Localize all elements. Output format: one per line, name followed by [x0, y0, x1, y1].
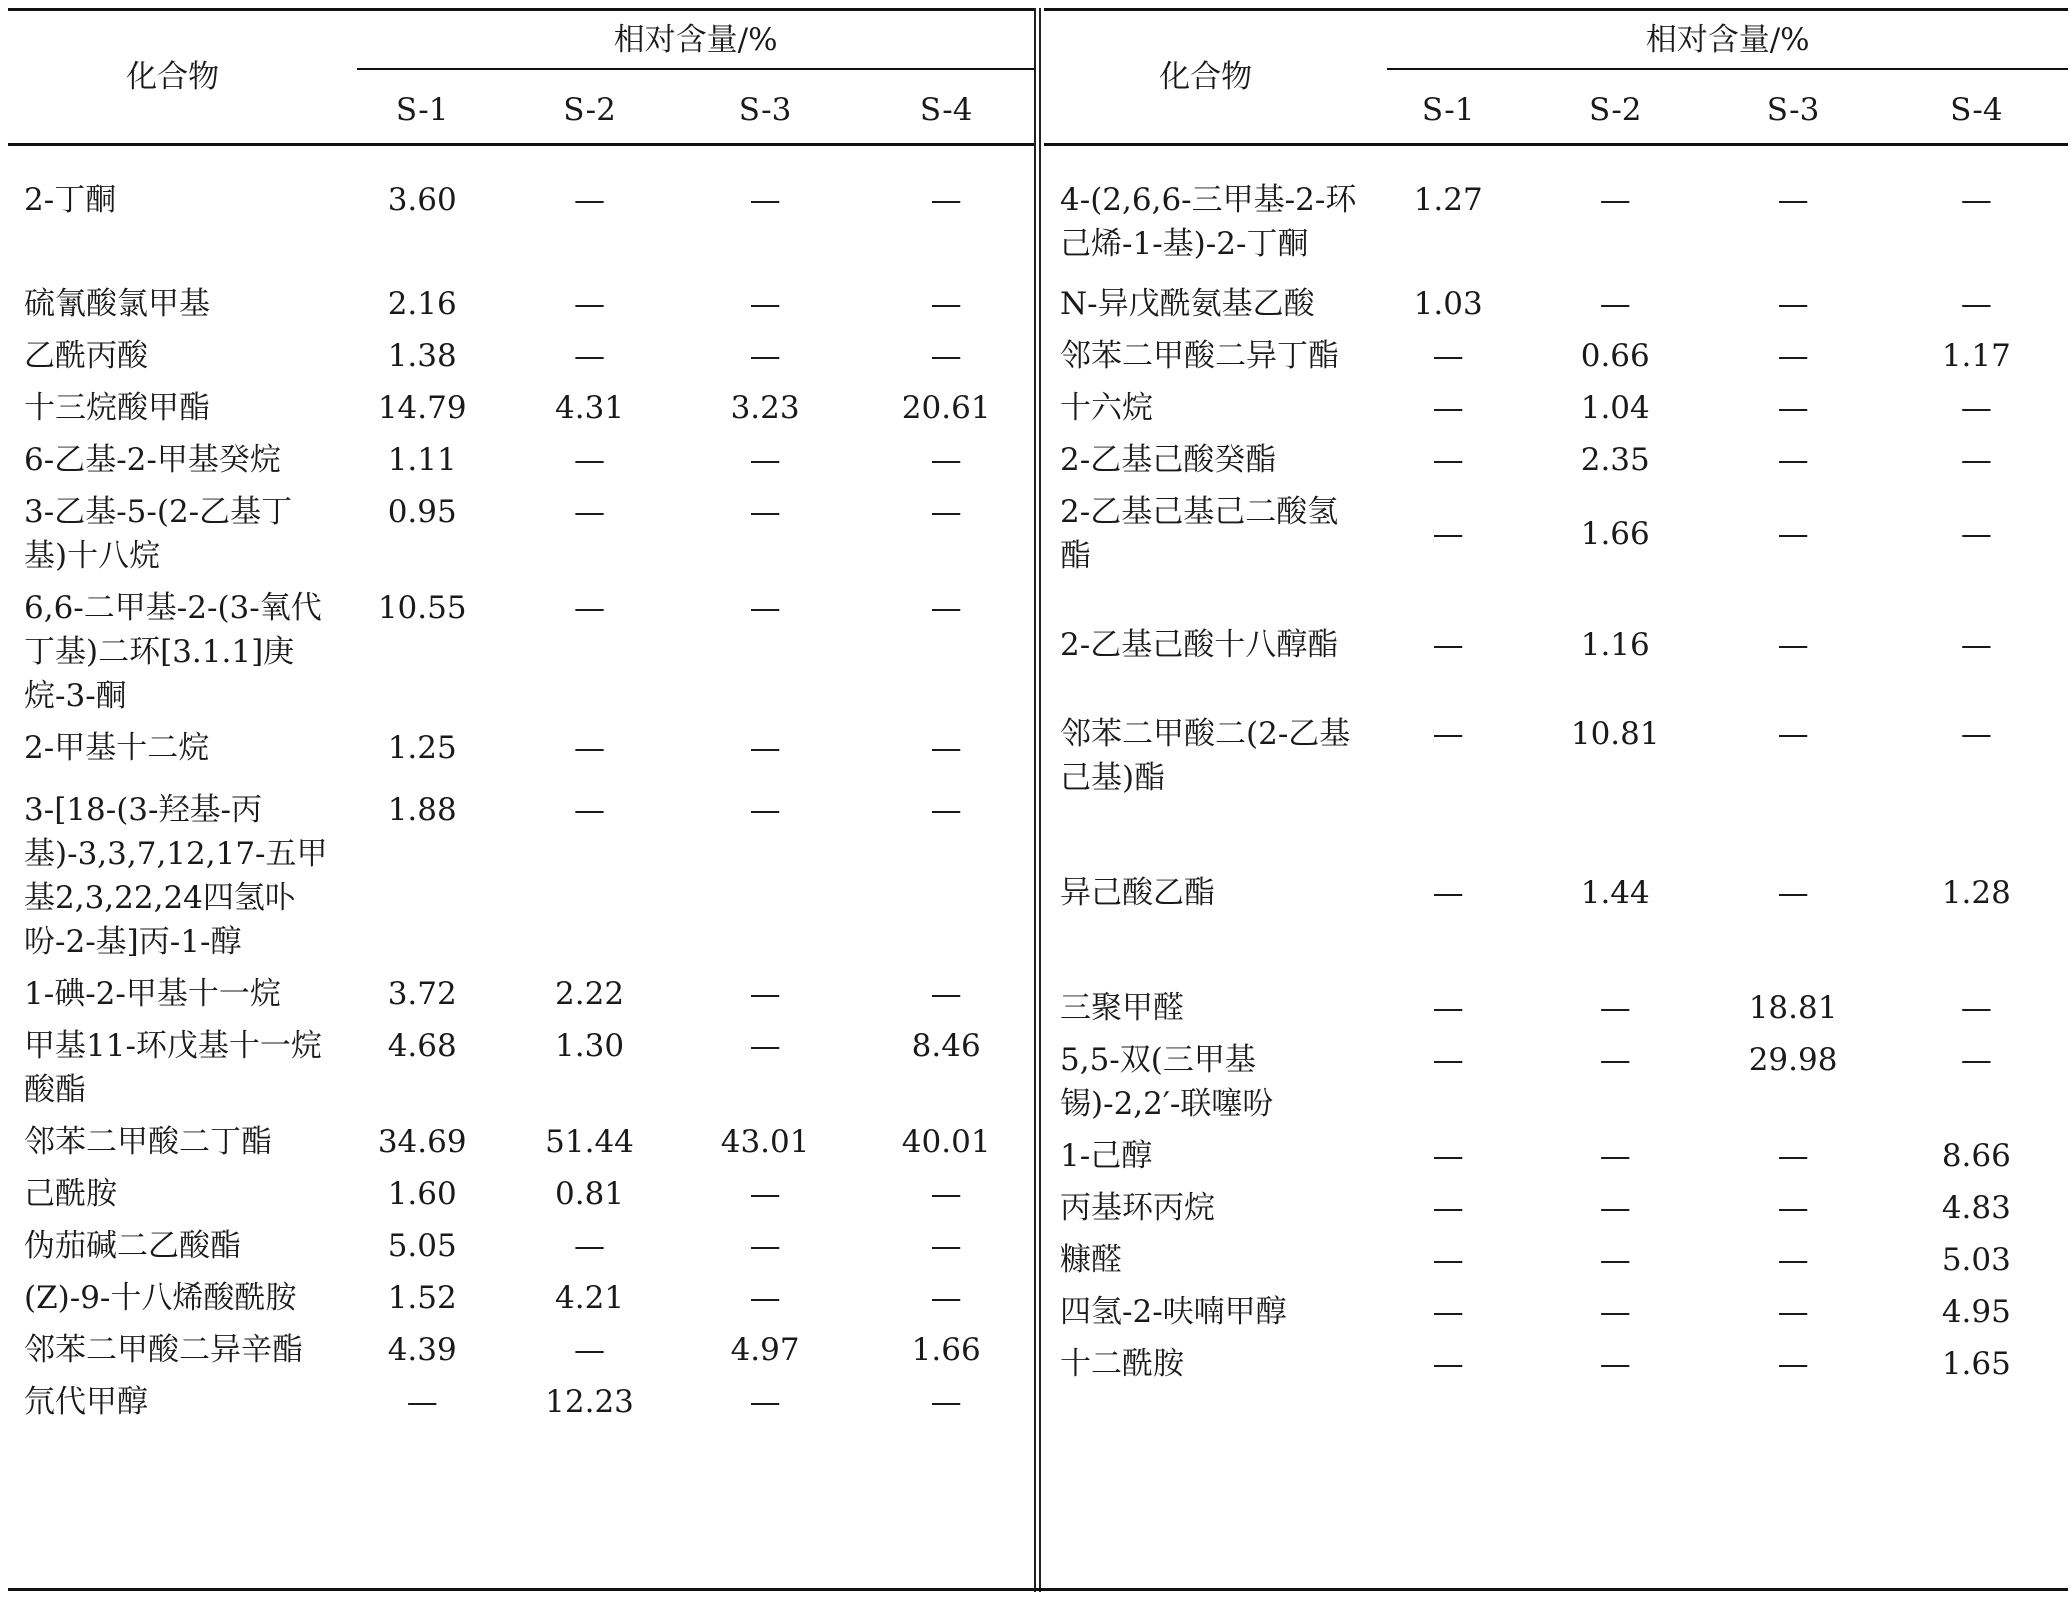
value-s4: —: [930, 286, 962, 322]
value-s2: 0.81: [555, 1176, 625, 1212]
compound-name: (Z)-9-十八烯酸酰胺: [24, 1280, 297, 1316]
value-s2: —: [1599, 286, 1631, 322]
compound-name: 硫氰酸氯甲基: [24, 286, 210, 322]
value-s4: 8.46: [911, 1028, 981, 1064]
value-s2: 4.31: [555, 390, 625, 426]
compound-name: 1-碘-2-甲基十一烷: [24, 976, 281, 1012]
value-s2: —: [574, 1228, 606, 1264]
value-s1: —: [1432, 1190, 1464, 1226]
value-s4: —: [930, 730, 962, 766]
spacer-cell: [1044, 145, 2068, 175]
compound-name: 2-乙基己酸癸酯: [1060, 442, 1277, 478]
value-s1: 3.60: [387, 182, 457, 218]
value-s3: —: [1777, 442, 1809, 478]
compound-name: 邻苯二甲酸二异丁酯: [1060, 338, 1339, 374]
table-row: [1044, 1286, 2068, 1338]
value-s3: 4.97: [730, 1332, 800, 1368]
value-s3: —: [1777, 1346, 1809, 1382]
value-s1: 1.11: [387, 442, 457, 478]
table-row: [8, 1020, 1034, 1116]
table-row: [1044, 1130, 2068, 1182]
value-s4: —: [930, 442, 962, 478]
value-s3: —: [749, 1028, 781, 1064]
value-s2: —: [1599, 1138, 1631, 1174]
value-s3: —: [1777, 1190, 1809, 1226]
table-left-half: [8, 8, 1034, 1592]
value-s1: 1.27: [1413, 182, 1483, 218]
value-s4: 8.66: [1941, 1138, 2011, 1174]
value-s4: 4.95: [1941, 1294, 2011, 1330]
header-s4: S-4: [1950, 92, 2003, 128]
value-s1: —: [1432, 990, 1464, 1026]
table-row: [1044, 582, 2068, 708]
value-s3: —: [1777, 338, 1809, 374]
compound-name: 3-乙基-5-(2-乙基丁基)十八烷: [24, 494, 293, 574]
compound-name: 6-乙基-2-甲基癸烷: [24, 442, 281, 478]
value-s1: 1.03: [1413, 286, 1483, 322]
value-s3: —: [749, 1176, 781, 1212]
header-relative-content: 相对含量/%: [1367, 10, 2068, 78]
value-s1: 1.52: [387, 1280, 457, 1316]
compound-name: 十六烷: [1060, 390, 1153, 426]
header-s3: S-3: [1766, 92, 1820, 128]
value-s4: —: [930, 338, 962, 374]
value-s1: —: [1432, 390, 1464, 426]
value-s3: —: [749, 590, 781, 626]
value-s3: —: [1777, 627, 1809, 663]
table-row: [8, 1272, 1034, 1324]
value-s4: 1.28: [1941, 875, 2011, 911]
value-s1: —: [1432, 716, 1464, 752]
table-row: [1044, 1338, 2068, 1390]
header-s2: S-2: [563, 92, 616, 128]
table-row: [8, 968, 1034, 1020]
value-s1: 0.95: [387, 494, 457, 530]
double-rule-divider: [1034, 8, 1041, 1592]
compound-name: 乙酰丙酸: [24, 338, 148, 374]
table-row: [8, 330, 1034, 382]
table-row: [8, 1376, 1034, 1428]
table-row: [1044, 804, 2068, 982]
value-s2: —: [574, 590, 606, 626]
table-row: [8, 174, 1034, 278]
value-s4: —: [930, 792, 962, 828]
value-s1: 10.55: [377, 590, 467, 626]
value-s1: —: [1432, 516, 1464, 552]
table-right-half: [1044, 8, 2068, 1592]
value-s2: 1.16: [1580, 627, 1650, 663]
value-s3: —: [1777, 286, 1809, 322]
table-row: [8, 784, 1034, 968]
value-s4: 1.66: [911, 1332, 981, 1368]
table-row: [8, 382, 1034, 434]
header-s1: S-1: [1421, 92, 1475, 128]
table-row: [1044, 486, 2068, 582]
compound-name: 四氢-2-呋喃甲醇: [1060, 1294, 1287, 1330]
value-s3: —: [749, 338, 781, 374]
table-row: [8, 1324, 1034, 1376]
value-s2: —: [574, 494, 606, 530]
value-s1: 34.69: [377, 1124, 467, 1160]
compound-table-left: [8, 8, 1034, 1428]
value-s1: 3.72: [387, 976, 457, 1012]
value-s2: —: [574, 286, 606, 322]
value-s4: —: [930, 1280, 962, 1316]
value-s1: 2.16: [387, 286, 457, 322]
value-s2: 0.66: [1580, 338, 1650, 374]
value-s2: —: [574, 1332, 606, 1368]
table-row: [1044, 382, 2068, 434]
value-s2: 1.66: [1580, 516, 1650, 552]
table-row: [1044, 278, 2068, 330]
table-row: [8, 278, 1034, 330]
header-s4: S-4: [919, 92, 973, 128]
compound-name: 己酰胺: [24, 1176, 117, 1212]
value-s4: —: [930, 494, 962, 530]
value-s1: —: [1432, 1242, 1464, 1278]
value-s3: 18.81: [1748, 990, 1838, 1026]
value-s4: —: [1960, 627, 1992, 663]
value-s2: —: [574, 730, 606, 766]
compound-name: 伪茄碱二乙酸酯: [24, 1228, 241, 1264]
value-s2: —: [1599, 1190, 1631, 1226]
value-s2: —: [1599, 1294, 1631, 1330]
compound-name: 糠醛: [1060, 1242, 1122, 1278]
compound-name: 十二酰胺: [1060, 1346, 1184, 1382]
value-s3: —: [749, 442, 781, 478]
value-s2: 2.22: [555, 976, 625, 1012]
header-s1: S-1: [395, 92, 449, 128]
table-row: [1044, 982, 2068, 1034]
header-relative-content: 相对含量/%: [337, 10, 1034, 78]
value-s2: —: [1599, 1042, 1631, 1078]
value-s1: —: [1432, 338, 1464, 374]
spacer-cell: [8, 145, 1034, 175]
table-row: [8, 1168, 1034, 1220]
compound-name: 4-(2,6,6-三甲基-2-环己烯-1-基)-2-丁酮: [1060, 182, 1357, 262]
value-s3: —: [1777, 182, 1809, 218]
value-s4: 1.65: [1941, 1346, 2011, 1382]
value-s4: 40.01: [901, 1124, 991, 1160]
value-s2: 4.21: [555, 1280, 625, 1316]
value-s4: —: [1960, 1042, 1992, 1078]
value-s4: —: [1960, 182, 1992, 218]
value-s2: —: [574, 792, 606, 828]
table-row: [8, 486, 1034, 582]
value-s2: —: [1599, 990, 1631, 1026]
compound-name: 6,6-二甲基-2-(3-氧代丁基)二环[3.1.1]庚烷-3-酮: [24, 590, 322, 714]
table-row: [8, 1220, 1034, 1272]
value-s4: 20.61: [901, 390, 991, 426]
value-s2: —: [574, 338, 606, 374]
value-s2: 1.30: [555, 1028, 625, 1064]
compound-name: 1-己醇: [1060, 1138, 1153, 1174]
value-s4: —: [1960, 716, 1992, 752]
value-s4: —: [1960, 442, 1992, 478]
compound-name: 3-[18-(3-羟基-丙基)-3,3,7,12,17-五甲基2,3,22,24四氢卟吩-2-基]丙-1-醇: [24, 792, 328, 960]
value-s2: —: [1599, 1242, 1631, 1278]
value-s1: 1.60: [387, 1176, 457, 1212]
header-compound: 化合物: [126, 59, 220, 95]
value-s3: —: [1777, 390, 1809, 426]
table-row: [8, 1116, 1034, 1168]
value-s1: —: [406, 1384, 438, 1420]
value-s2: —: [574, 182, 606, 218]
value-s3: —: [749, 286, 781, 322]
value-s1: 1.25: [387, 730, 457, 766]
compound-name: N-异戊酰氨基乙酸: [1060, 286, 1315, 322]
table-row: [1044, 174, 2068, 278]
value-s1: —: [1432, 442, 1464, 478]
compound-name: 邻苯二甲酸二异辛酯: [24, 1332, 303, 1368]
value-s1: —: [1432, 1294, 1464, 1330]
compound-name: 甲基11-环戊基十一烷酸酯: [24, 1028, 322, 1108]
value-s2: 51.44: [545, 1124, 634, 1160]
compound-name: 2-乙基己基己二酸氢酯: [1060, 494, 1339, 574]
value-s2: —: [1599, 182, 1631, 218]
table-row: [8, 434, 1034, 486]
value-s4: 5.03: [1941, 1242, 2011, 1278]
value-s3: —: [749, 792, 781, 828]
value-s4: —: [930, 590, 962, 626]
value-s3: 43.01: [720, 1124, 810, 1160]
value-s3: —: [1777, 1294, 1809, 1330]
compound-name: 邻苯二甲酸二(2-乙基己基)酯: [1060, 716, 1351, 796]
compound-name: 2-甲基十二烷: [24, 730, 210, 766]
value-s3: —: [1777, 516, 1809, 552]
value-s1: —: [1432, 875, 1464, 911]
header-s3: S-3: [738, 92, 792, 128]
table-row: [1044, 434, 2068, 486]
table-row: [1044, 330, 2068, 382]
value-s4: —: [930, 1384, 962, 1420]
value-s3: —: [749, 976, 781, 1012]
value-s2: 10.81: [1570, 716, 1660, 752]
value-s4: 4.83: [1941, 1190, 2011, 1226]
value-s3: —: [749, 1384, 781, 1420]
header-compound: 化合物: [1159, 59, 1253, 95]
table-row: [8, 722, 1034, 784]
spacer-row: [8, 145, 1034, 175]
value-s3: —: [1777, 1242, 1809, 1278]
value-s4: —: [1960, 286, 1992, 322]
header-s2: S-2: [1588, 92, 1642, 128]
value-s1: 4.39: [387, 1332, 457, 1368]
value-s4: —: [930, 1176, 962, 1212]
value-s1: 1.38: [387, 338, 457, 374]
value-s3: —: [1777, 875, 1809, 911]
compound-name: 2-乙基己酸十八醇酯: [1060, 627, 1339, 663]
value-s4: —: [1960, 990, 1992, 1026]
value-s2: 12.23: [545, 1384, 634, 1420]
value-s4: —: [930, 1228, 962, 1264]
value-s1: 5.05: [387, 1228, 457, 1264]
value-s4: —: [930, 182, 962, 218]
table-row: [1044, 1234, 2068, 1286]
compound-name: 2-丁酮: [24, 182, 117, 218]
spacer-row: [1044, 145, 2068, 175]
compound-name: 邻苯二甲酸二丁酯: [24, 1124, 272, 1160]
value-s2: 1.04: [1580, 390, 1650, 426]
compound-name: 异己酸乙酯: [1060, 875, 1215, 911]
value-s3: 29.98: [1748, 1042, 1838, 1078]
value-s2: —: [574, 442, 606, 478]
value-s4: —: [930, 976, 962, 1012]
value-s4: —: [1960, 390, 1992, 426]
compound-name: 三聚甲醛: [1060, 990, 1184, 1026]
value-s1: 14.79: [377, 390, 467, 426]
compound-name: 5,5-双(三甲基锡)-2,2′-联噻吩: [1060, 1042, 1274, 1122]
value-s3: —: [749, 1280, 781, 1316]
value-s2: 2.35: [1580, 442, 1650, 478]
value-s1: —: [1432, 1346, 1464, 1382]
compound-name: 氘代甲醇: [24, 1384, 148, 1420]
value-s3: —: [749, 182, 781, 218]
value-s3: —: [749, 730, 781, 766]
value-s3: —: [749, 494, 781, 530]
value-s1: —: [1432, 1042, 1464, 1078]
value-s4: —: [1960, 516, 1992, 552]
value-s1: —: [1432, 1138, 1464, 1174]
table-row: [8, 582, 1034, 722]
value-s4: 1.17: [1941, 338, 2011, 374]
value-s3: —: [1777, 1138, 1809, 1174]
value-s3: —: [1777, 716, 1809, 752]
table-row: [1044, 708, 2068, 804]
value-s2: —: [1599, 1346, 1631, 1382]
value-s2: 1.44: [1580, 875, 1650, 911]
value-s1: —: [1432, 627, 1464, 663]
value-s1: 1.88: [387, 792, 457, 828]
value-s3: 3.23: [730, 390, 800, 426]
compound-table-right: [1044, 8, 2068, 1390]
value-s3: —: [749, 1228, 781, 1264]
value-s1: 4.68: [387, 1028, 457, 1064]
compound-name: 十三烷酸甲酯: [24, 390, 210, 426]
table-bottom-rule: [8, 1588, 2068, 1591]
table-row: [1044, 1182, 2068, 1234]
compound-name: 丙基环丙烷: [1060, 1190, 1215, 1226]
table-row: [1044, 1034, 2068, 1130]
